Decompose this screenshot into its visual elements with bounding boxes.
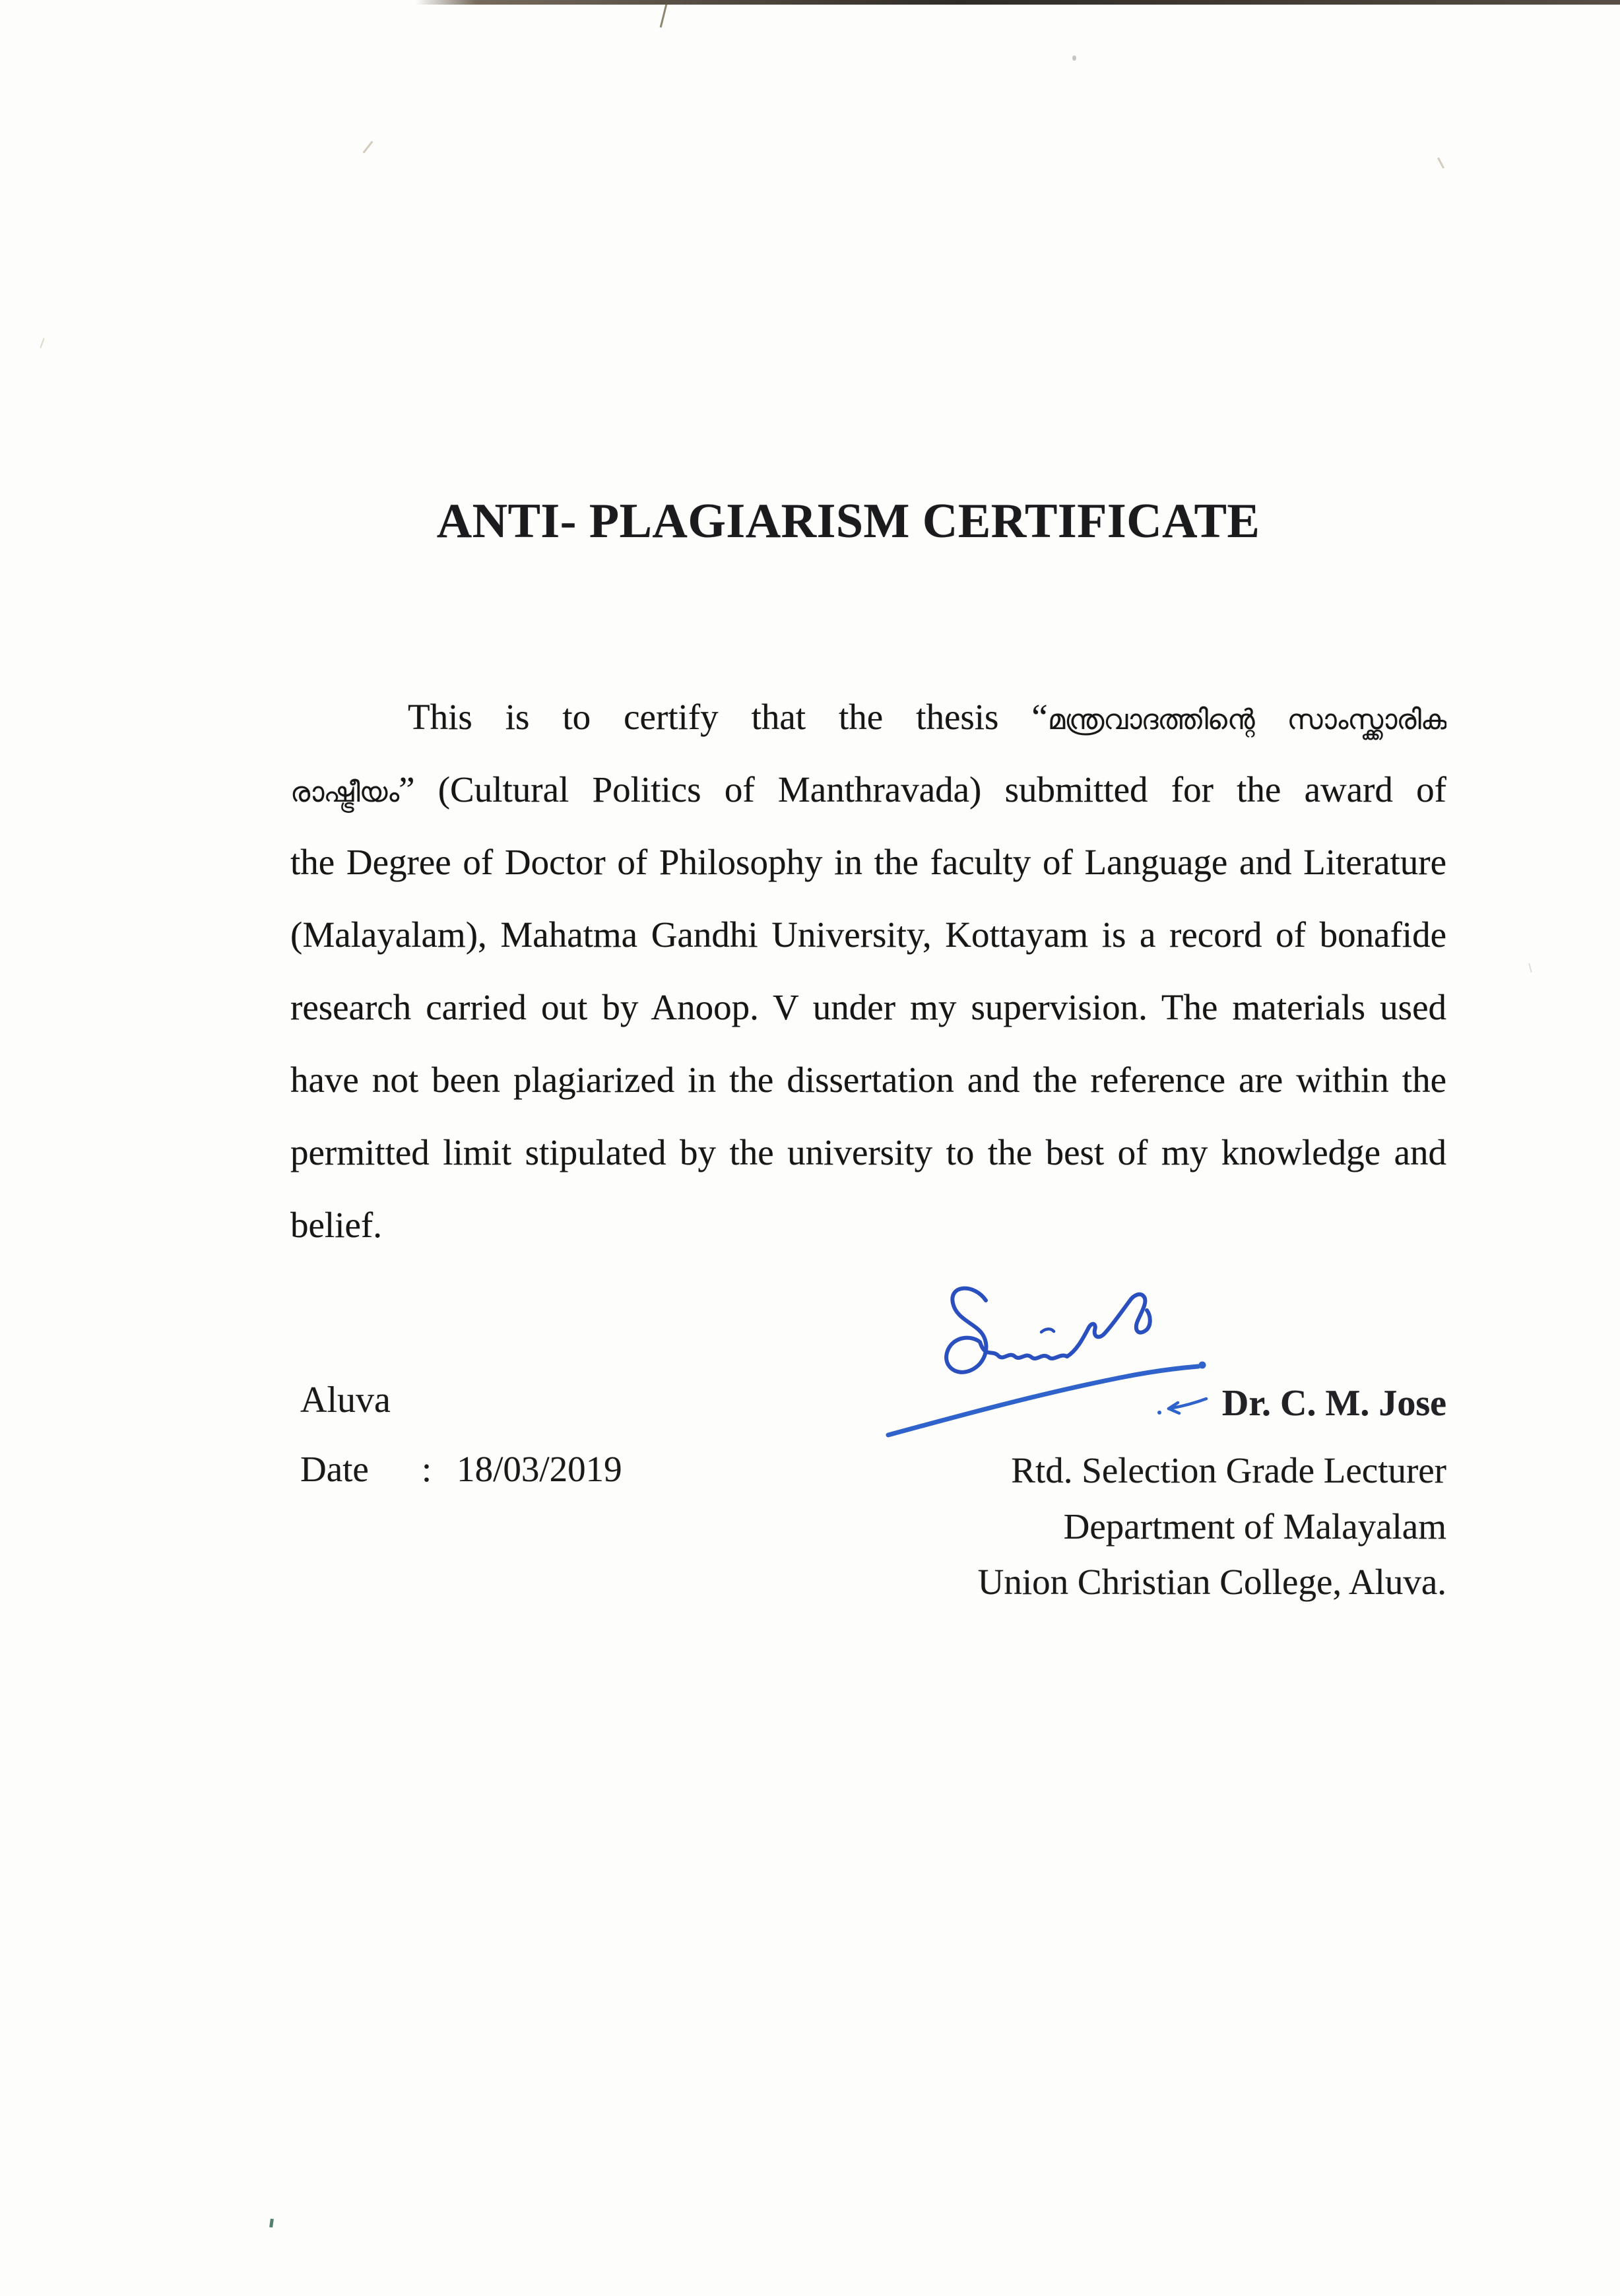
scan-speck bbox=[1437, 157, 1444, 168]
scan-speck bbox=[269, 2219, 274, 2228]
signature-underline bbox=[888, 1362, 1206, 1436]
scan-speck bbox=[660, 4, 668, 28]
scan-speck bbox=[363, 141, 373, 153]
thesis-title-malayalam-word-1: മന്ത്രവാദത്തിന്റെ bbox=[1047, 705, 1254, 736]
signatory-name: Dr. C. M. Jose bbox=[1221, 1383, 1446, 1424]
signatory-department: Department of Malayalam bbox=[1063, 1506, 1446, 1547]
signature-ink bbox=[845, 1263, 1373, 1468]
thesis-title-malayalam-word-3: രാഷ്ട്രീയം bbox=[290, 778, 399, 808]
scan-speck bbox=[1528, 963, 1532, 973]
body-line-1 bbox=[290, 681, 1446, 753]
thesis-title-malayalam-word-2: സാംസ്ക്കാരിക bbox=[1287, 705, 1446, 736]
date-value: 18/03/2019 bbox=[457, 1449, 622, 1489]
signature-arrow-tick bbox=[1157, 1399, 1206, 1415]
body-line-3: the Degree of Doctor of Philosophy in the faculty of Language and Literature bbox=[290, 842, 1446, 882]
signatory-institution: Union Christian College, Aluva. bbox=[977, 1562, 1446, 1602]
date-label: Date bbox=[300, 1449, 369, 1489]
signatory-designation: Rtd. Selection Grade Lecturer bbox=[1011, 1450, 1446, 1490]
scanner-edge-shadow bbox=[416, 0, 1620, 5]
scan-speck bbox=[40, 338, 44, 348]
certificate-title: ANTI- PLAGIARISM CERTIFICATE bbox=[436, 494, 1260, 548]
body-line-4: (Malayalam), Mahatma Gandhi University, Kottayam is a record of bonafide bbox=[290, 914, 1446, 955]
body-line-8: belief. bbox=[290, 1205, 382, 1245]
body-line-2-text: ” (Cultural Politics of Manthravada) submitted for the award of bbox=[399, 769, 1446, 810]
date-separator: : bbox=[421, 1449, 432, 1489]
date-row bbox=[300, 1448, 622, 1490]
body-line-6: have not been plagiarized in the dissertation and the reference are within the bbox=[290, 1060, 1446, 1100]
body-line-2 bbox=[290, 753, 1446, 826]
signature-scribble bbox=[946, 1289, 1150, 1372]
certificate-body bbox=[290, 681, 1446, 1261]
place-label: Aluva bbox=[300, 1380, 391, 1420]
body-line-5: research carried out by Anoop. V under my supervision. The materials used bbox=[290, 987, 1446, 1027]
body-line-7: permitted limit stipulated by the university to the best of my knowledge and bbox=[290, 1132, 1446, 1172]
scan-speck bbox=[1072, 55, 1076, 61]
body-line-1-text: This is to certify that the thesis “ bbox=[408, 697, 1048, 737]
